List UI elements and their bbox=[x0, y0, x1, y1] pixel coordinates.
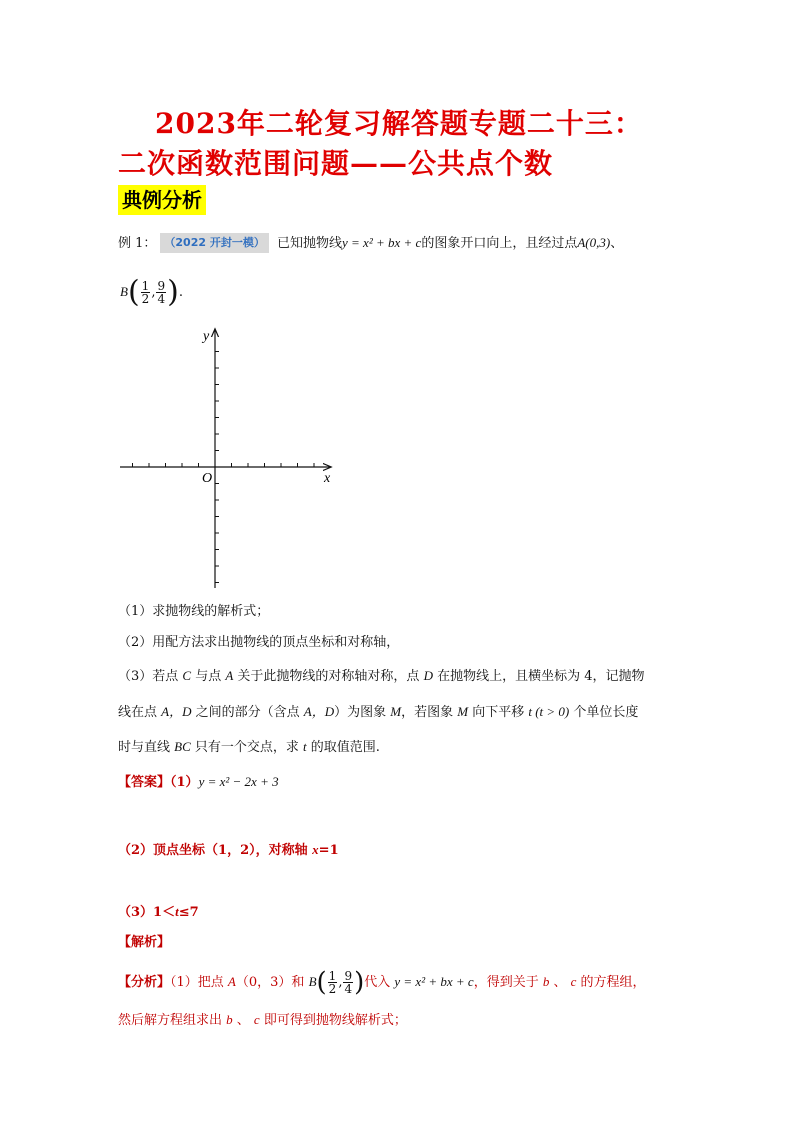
point-b-y-den: 4 bbox=[157, 292, 166, 306]
answer-1-formula: y = x² − 2x + 3 bbox=[198, 774, 279, 789]
point-b-x bbox=[141, 280, 151, 305]
paren-close: ) bbox=[167, 274, 179, 310]
frac-den: 2 bbox=[328, 982, 337, 996]
analysis-point-a: A bbox=[227, 974, 236, 989]
question-3-line-2 bbox=[118, 703, 638, 722]
coordinate-axes-figure bbox=[115, 320, 340, 590]
example-line-1 bbox=[118, 233, 623, 253]
q3-text: 之间的部分（含点 bbox=[191, 705, 304, 720]
analysis-text: 的方程组， bbox=[576, 975, 646, 990]
q3-points-ad: A，D bbox=[161, 704, 192, 719]
example-line-2: B( $\frac{1}{2}$ , $\frac{9}{4}$ ). bbox=[120, 274, 183, 310]
analysis-var-b: b bbox=[542, 974, 550, 989]
paren-close: ) bbox=[354, 967, 365, 998]
q3-point-a: A bbox=[225, 668, 234, 683]
q3-text: ）为图象 bbox=[334, 705, 391, 720]
analysis-frac-2 bbox=[343, 970, 353, 995]
analysis-var-b: b bbox=[226, 1012, 233, 1027]
q3-graph-m: M bbox=[390, 704, 402, 719]
analysis-point-b: B bbox=[308, 974, 317, 989]
question-2: （2）用配方法求出抛物线的顶点坐标和对称轴， bbox=[118, 635, 400, 650]
frac-num: 1 bbox=[328, 969, 337, 983]
q3-text: 线在点 bbox=[118, 705, 162, 720]
q3-text: 个单位长度 bbox=[569, 705, 639, 720]
answer-3-prefix: （3）1＜ bbox=[118, 905, 176, 920]
q3-point-d: D bbox=[423, 668, 433, 683]
q3-text: 的取值范围. bbox=[306, 740, 380, 755]
q3-points-ad: A，D bbox=[303, 704, 335, 719]
question-1: （1）求抛物线的解析式； bbox=[118, 604, 270, 619]
analysis-fenxi-label: 【分析】 bbox=[118, 975, 171, 990]
question-3-line-1 bbox=[118, 667, 645, 686]
answer-2-text: （2）顶点坐标（1，2），对称轴 bbox=[118, 843, 313, 858]
q3-point-c: C bbox=[182, 668, 192, 683]
answer-label: 【答案】 bbox=[118, 775, 171, 790]
example-sep: 、 bbox=[610, 236, 624, 251]
answer-2-x: x bbox=[312, 842, 319, 857]
analysis-text: （0，3）和 bbox=[235, 975, 309, 990]
answer-3-t: t bbox=[175, 904, 179, 919]
point-a: A(0,3) bbox=[577, 235, 611, 250]
analysis-formula: y = x² + bx + c bbox=[394, 974, 474, 989]
q3-text: 只有一个交点，求 bbox=[190, 740, 304, 755]
point-b-y-num: 9 bbox=[157, 279, 166, 293]
point-b-y bbox=[156, 280, 166, 305]
title-line-1: 2023年二轮复习解答题专题二十三： bbox=[155, 107, 643, 140]
analysis-var-c: c bbox=[253, 1012, 260, 1027]
analysis-text: （1）把点 bbox=[170, 975, 228, 990]
point-b-label: B bbox=[120, 284, 128, 299]
analysis-text: ，得到关于 bbox=[473, 975, 543, 990]
analysis-text: 、 bbox=[549, 975, 571, 990]
analysis-line-1: 【分析】（1）把点 A（0，3）和 B( $\frac{1}{2}$ , $\frac{9}{4}$ )代入 y = x² + bx + c，得到关于 b 、 c 的方程组， bbox=[118, 967, 646, 998]
example-period: . bbox=[178, 285, 183, 300]
example-prefix: 例 1： bbox=[118, 236, 157, 251]
example-text-a: 已知抛物线 bbox=[277, 236, 343, 251]
example-text-b: 的图象开口向上，且经过点 bbox=[421, 236, 578, 251]
q3-text: （3）若点 bbox=[118, 669, 183, 684]
analysis-label: 【解析】 bbox=[118, 935, 171, 950]
y-axis-label: y bbox=[203, 329, 210, 344]
answer-line-2 bbox=[118, 841, 339, 860]
answer-1-prefix: （1） bbox=[170, 775, 199, 790]
example-formula: y = x² + bx + c bbox=[342, 235, 422, 250]
q3-text: 时与直线 bbox=[118, 740, 175, 755]
source-tag: （2022 开封一模） bbox=[160, 233, 268, 253]
point-b-x-den: 2 bbox=[141, 292, 150, 306]
answer-3-suffix: ≤7 bbox=[178, 905, 199, 920]
point-b-x-num: 1 bbox=[141, 279, 150, 293]
analysis-var-c: c bbox=[570, 974, 577, 989]
analysis-text: 代入 bbox=[364, 975, 395, 990]
q3-text: 在抛物线上，且横坐标为 4，记抛物 bbox=[432, 669, 645, 684]
paren-open: ( bbox=[316, 967, 327, 998]
frac-den: 4 bbox=[344, 982, 353, 996]
q3-shift-t: t (t > 0) bbox=[528, 704, 570, 719]
answer-line-3 bbox=[118, 903, 199, 922]
analysis-line-2 bbox=[118, 1011, 407, 1030]
answer-2-eq: =1 bbox=[318, 843, 339, 858]
origin-label: O bbox=[202, 471, 213, 486]
analysis-text: 即可得到抛物线解析式； bbox=[259, 1013, 407, 1028]
paren-open: ( bbox=[127, 274, 140, 310]
frac-num: 9 bbox=[344, 969, 353, 983]
q3-text: ，若图象 bbox=[401, 705, 458, 720]
analysis-text: 然后解方程组求出 bbox=[118, 1013, 227, 1028]
question-3-line-3 bbox=[118, 738, 380, 757]
analysis-text: 、 bbox=[232, 1013, 254, 1028]
q3-text: 关于此抛物线的对称轴对称，点 bbox=[233, 669, 424, 684]
x-axis-label: x bbox=[324, 471, 331, 486]
answer-line-1 bbox=[118, 773, 279, 792]
q3-text: 与点 bbox=[191, 669, 226, 684]
q3-graph-m: M bbox=[457, 704, 469, 719]
section-heading: 典例分析 bbox=[118, 185, 206, 215]
title-line-2: 二次函数范围问题——公共点个数 bbox=[118, 147, 554, 180]
analysis-frac-1 bbox=[328, 970, 338, 995]
q3-var-t: t bbox=[303, 739, 307, 754]
q3-text: 向下平移 bbox=[468, 705, 529, 720]
q3-line-bc: BC bbox=[174, 739, 191, 754]
